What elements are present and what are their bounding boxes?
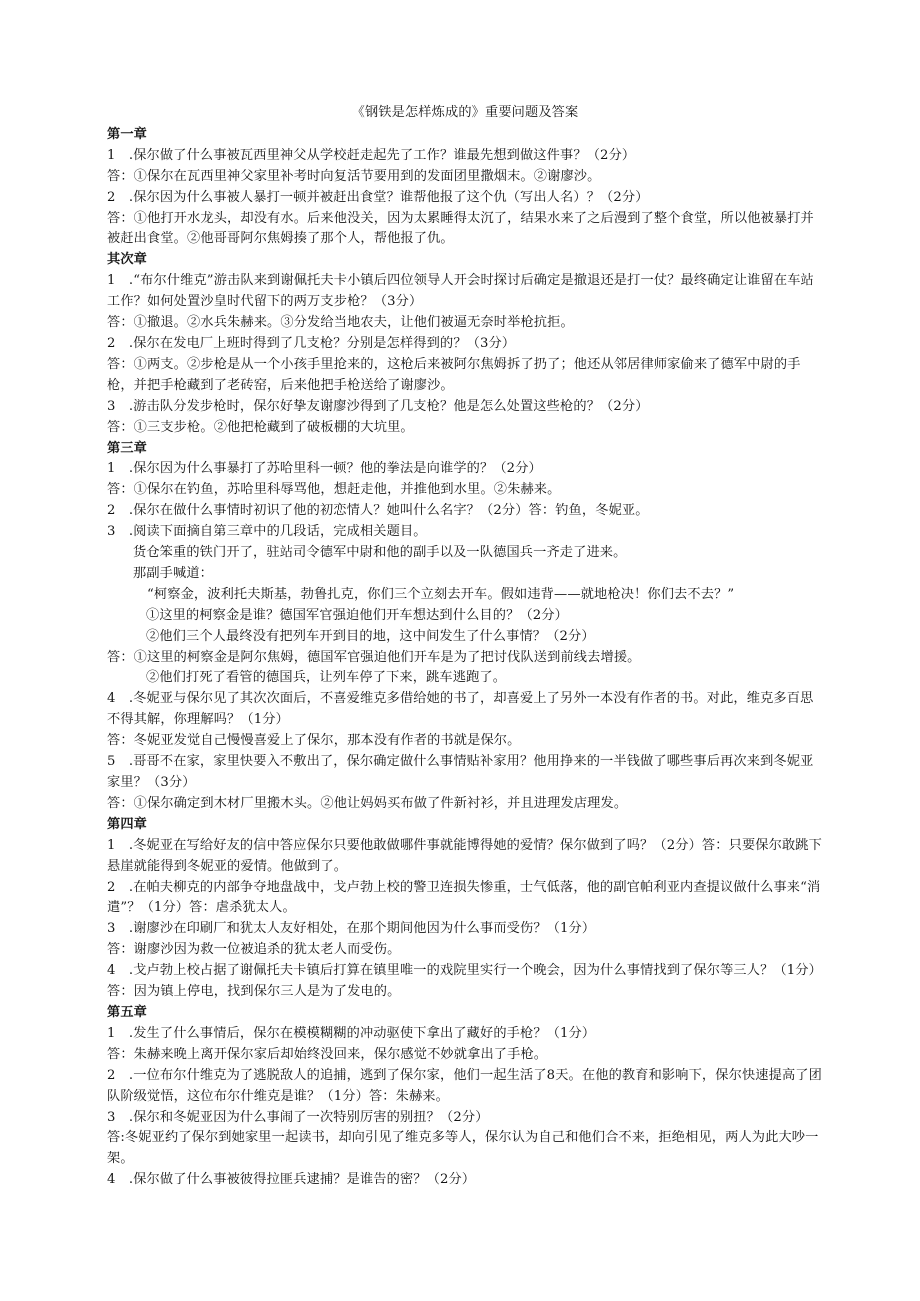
answer: 答：①保尔在钓鱼，苏哈里科辱骂他，想赶走他，并推他到水里。②朱赫来。: [107, 482, 561, 498]
chapter-heading: 第三章: [107, 440, 148, 456]
question: 3 .游击队分发步枪时，保尔好挚友谢廖沙得到了几支枪？他是怎么处置这些枪的？（2分）: [107, 398, 649, 414]
question: 1 .“布尔什维克”游击队来到谢佩托夫卡小镇后四位领导人开会时探讨后确定是撤退还是打一仗？最终确定让谁留在车站工作？如何处置沙皇时代留下的两万支步枪？（3分）: [107, 273, 814, 310]
answer: 答：冬妮亚发觉自己慢慢喜爱上了保尔，那本没有作者的书就是保尔。: [107, 733, 521, 749]
answer: 答:冬妮亚约了保尔到她家里一起读书，却向引见了维克多等人，保尔认为自己和他们合不来，拒绝相见，两人为此大吵一架。: [107, 1130, 819, 1167]
answer: 答：①保尔在瓦西里神父家里补考时向复活节要用到的发面团里撒烟末。②谢廖沙。: [107, 168, 601, 184]
sub-question: ①这里的柯察金是谁？德国军官强迫他们开车想达到什么目的？（2分）: [146, 607, 568, 623]
chapter-heading: 第五章: [107, 1004, 148, 1020]
question: 4 .保尔做了什么事被彼得拉匪兵逮捕？是谁告的密？（2分）: [107, 1172, 476, 1188]
answer: 答：谢廖沙因为救一位被追杀的犹太老人而受伤。: [107, 942, 401, 958]
excerpt-paragraph: 那副手喊道：: [133, 565, 214, 581]
question: 4 .冬妮亚与保尔见了其次次面后，不喜爱维克多借给她的书了，却喜爱上了另外一本没有作者的书。对此，维克多百思不得其解，你理解吗？（1分）: [107, 691, 814, 728]
question: 1 .保尔因为什么事暴打了苏哈里科一顿？他的拳法是向谁学的？（2分）: [107, 461, 542, 477]
answer: 答：①撤退。②水兵朱赫来。③分发给当地农夫，让他们被逼无奈时举枪抗拒。: [107, 315, 574, 331]
excerpt-quote: “柯察金，波利托夫斯基，勃鲁扎克，你们三个立刻去开车。假如违背——就地枪决！你们去不去？”: [147, 586, 735, 602]
answer: 答：①三支步枪。②他把枪藏到了破板棚的大坑里。: [107, 419, 414, 435]
question: 1 .冬妮亚在写给好友的信中答应保尔只要他敢做哪件事就能博得她的爱情？保尔做到了吗？（2分）答：只要保尔敢跳下悬崖就能得到冬妮亚的爱情。他做到了。: [107, 837, 822, 874]
chapter-heading: 第一章: [107, 126, 148, 142]
answer: 答：①两支。②步枪是从一个小孩手里抢来的，这枪后来被阿尔焦姆拆了扔了；他还从邻居律师家偷来了德军中尉的手枪，并把手枪藏到了老砖窑，后来他把手枪送给了谢廖沙。: [107, 356, 801, 393]
answer: ②他们打死了看管的德国兵，让列车停了下来，跳车逃跑了。: [146, 670, 507, 686]
question: 2 .保尔在发电厂上班时得到了几支枪？分别是怎样得到的？（3分）: [107, 335, 516, 351]
chapter-heading: 第四章: [107, 816, 148, 832]
chapter-section: [107, 815, 823, 1003]
question: 2 .在帕夫柳克的内部争夺地盘战中，戈卢勃上校的警卫连损失惨重，士气低落，他的副官帕利亚内查提议做什么事来“消遣”？（1分）答：虐杀犹太人。: [107, 879, 821, 916]
question: 3 .谢廖沙在印刷厂和犹太人友好相处，在那个期间他因为什么事而受伤？（1分）: [107, 921, 596, 937]
chapter-section: [107, 1003, 823, 1191]
question: 2 .保尔因为什么事被人暴打一顿并被赶出食堂？谁帮他报了这个仇（写出人名）？（2分）: [107, 189, 649, 205]
question: 1 .发生了什么事情后，保尔在模模糊糊的冲动驱使下拿出了藏好的手枪？（1分）: [107, 1025, 596, 1041]
excerpt-paragraph: 货仓笨重的铁门开了，驻站司令德军中尉和他的副手以及一队德国兵一齐走了进来。: [133, 545, 627, 561]
question: 3 .保尔和冬妮亚因为什么事闹了一次特别厉害的别扭？（2分）: [107, 1109, 489, 1125]
sub-question: ②他们三个人最终没有把列车开到目的地，这中间发生了什么事情？（2分）: [146, 628, 595, 644]
question: 5 .哥哥不在家，家里快要入不敷出了，保尔确定做什么事情贴补家用？他用挣来的一半钱做了哪些事后再次来到冬妮亚家里？（3分）: [107, 754, 814, 790]
question: 2 .保尔在做什么事情时初识了他的初恋情人？她叫什么名字？（2分）答：钓鱼，冬妮亚。: [107, 503, 649, 519]
answer: 答：①保尔确定到木材厂里搬木头。②他让妈妈买布做了件新衬衫，并且进理发店理发。: [107, 795, 628, 811]
chapter-section: [107, 125, 823, 250]
question: 3 .阅读下面摘自第三章中的几段话，完成相关题目。: [107, 524, 427, 540]
chapter-heading: 其次章: [107, 252, 148, 268]
document-body: [107, 103, 823, 1191]
answer: 答：朱赫来晚上离开保尔家后却始终没回来，保尔感觉不妙就拿出了手枪。: [107, 1046, 548, 1062]
chapter-section: [107, 250, 823, 438]
document-title: 《钢铁是怎样炼成的》重要问题及答案: [351, 105, 579, 120]
chapter-section: [107, 439, 823, 815]
question: 2 .一位布尔什维克为了逃脱敌人的追捕，逃到了保尔家，他们一起生活了8天。在他的教育和影响下，保尔快速提高了团队阶级觉悟，这位布尔什维克是谁？（1分）答：朱赫来。: [107, 1067, 822, 1104]
question: 4 .戈卢勃上校占据了谢佩托夫卡镇后打算在镇里唯一的戏院里实行一个晚会，因为什么事情找到了保尔等三人？（1分）答：因为镇上停电，找到保尔三人是为了发电的。: [107, 963, 822, 1000]
answer: 答：①这里的柯察金是阿尔焦姆，德国军官强迫他们开车是为了把讨伐队送到前线去增援。: [107, 649, 641, 665]
question: 1 .保尔做了什么事被瓦西里神父从学校赶走起先了工作？谁最先想到做这件事？（2分）: [107, 147, 636, 163]
answer: 答：①他打开水龙头，却没有水。后来他没关，因为太累睡得太沉了，结果水来了之后漫到了整个食堂，所以他被暴打并被赶出食堂。②他哥哥阿尔焦姆揍了那个人，帮他报了仇。: [107, 210, 814, 247]
